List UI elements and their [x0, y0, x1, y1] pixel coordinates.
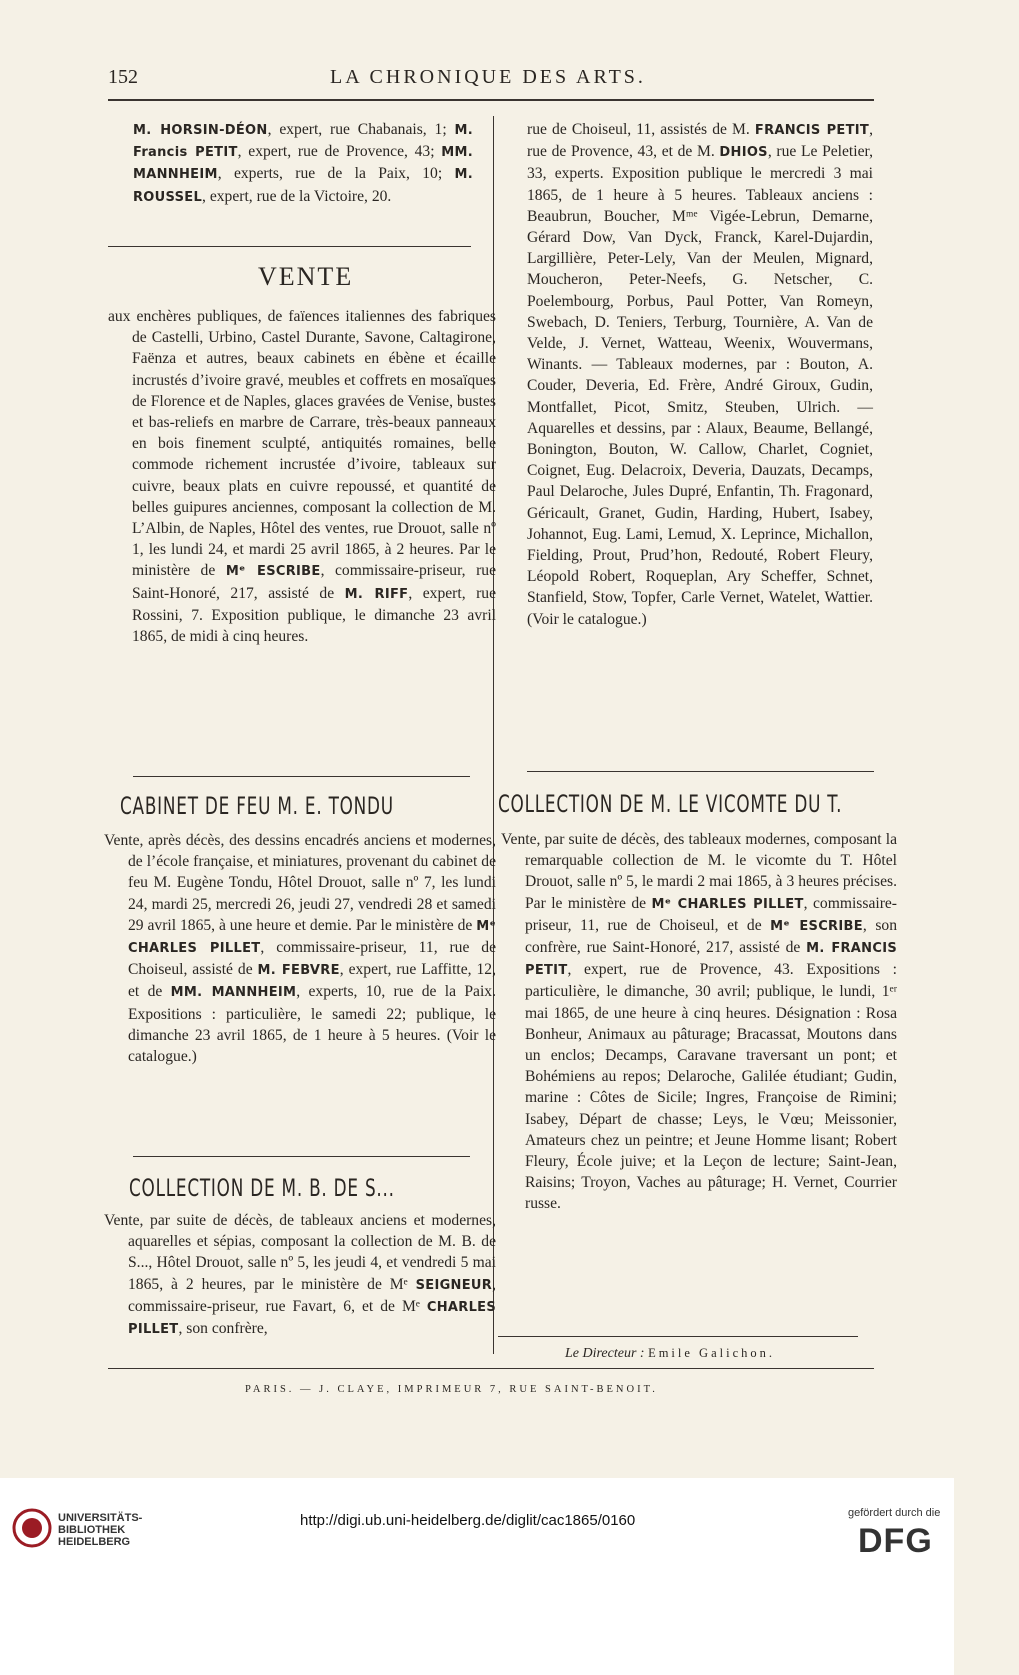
- bold-name: Mᵉ CHARLES PILLET: [651, 896, 804, 912]
- bold-name: Mᵉ CHARLES PILLET: [128, 918, 496, 957]
- text-run: rue de Choiseul, 11, assistés de M.: [527, 121, 755, 138]
- left-top-block: [133, 119, 473, 208]
- footer-rule: [108, 1368, 874, 1369]
- vente-heading: VENTE: [258, 262, 354, 291]
- bold-name: M. FEBVRE: [257, 963, 340, 979]
- page-number: 152: [108, 66, 138, 88]
- dfg-logo: DFG: [858, 1522, 933, 1560]
- journal-title: LA CHRONIQUE DES ARTS.: [330, 66, 646, 88]
- rule-before-tondu: [133, 776, 470, 777]
- bdes-text: [104, 1210, 496, 1340]
- bold-name: FRANCIS PETIT: [754, 123, 870, 138]
- vicomte-heading: COLLECTION DE M. LE VICOMTE DU T.: [498, 790, 843, 818]
- signature-label: Le Directeur :: [565, 1346, 645, 1361]
- text-run: Vente, après décès, des dessins encadrés anciens et modernes, de l’école française, et miniatures, provenant du cabinet de feu M. Eugène Tondu, Hôtel Drouot, salle nº 7, les lundi 24, mardi 25, mercredi 26, jeudi 27, vendredi 28 et samedi 29 avril 1865, à une heure et demie. Par le ministère de: [104, 832, 496, 934]
- tondu-text: [104, 830, 496, 1067]
- bold-name: M. ROUSSEL: [133, 167, 473, 205]
- text-run: , son confrère,: [178, 1320, 268, 1338]
- text-run: , experts, rue de la Paix, 10;: [217, 165, 455, 183]
- text-run: , rue de Provence, 43, et de M.: [527, 121, 873, 161]
- text-run: , expert, rue Chabanais, 1;: [267, 121, 455, 138]
- text-run: , commissaire-priseur, 11, rue de Choiseul, assisté de: [128, 939, 496, 979]
- bold-name: MM. MANNHEIM: [133, 145, 474, 183]
- vicomte-text: [501, 829, 897, 1215]
- rule-before-bdes: [133, 1156, 470, 1157]
- text-run: , expert, rue de Provence, 43;: [237, 143, 442, 161]
- text-run: Vente, par suite de décès, de tableaux anciens et modernes, aquarelles et sépias, composant la collection de M. B. de S..., Hôtel Drouot, salle nº 5, les jeudi 4, et vendredi 5 mai 1865, à 2 heures, par le ministère de Mᵉ: [104, 1212, 496, 1293]
- text-run: , commissaire-priseur, rue Favart, 6, et de Mᵉ: [128, 1275, 496, 1315]
- bold-name: M. HORSIN-DÉON: [133, 123, 268, 138]
- text-run: , expert, rue Rossini, 7. Exposition publique, le dimanche 23 avril 1865, de midi à cinq heures.: [132, 584, 497, 646]
- tondu-heading: CABINET DE FEU M. E. TONDU: [120, 792, 394, 820]
- bold-name: SEIGNEUR: [415, 1277, 493, 1293]
- header-rule: [108, 99, 874, 101]
- rule-before-vicomte: [527, 771, 874, 772]
- bold-name: MM. MANNHEIM: [170, 985, 297, 1001]
- text-run: , experts, 10, rue de la Paix. Expositions : particulière, le samedi 22; publique, le dimanche 23 avril 1865, de 1 heure à 5 heures. (Voir le catalogue.): [128, 983, 496, 1066]
- bdes-heading: COLLECTION DE M. B. DE S...: [129, 1174, 395, 1202]
- text-run: , expert, rue de la Victoire, 20.: [202, 187, 392, 205]
- text-run: , expert, rue Laffitte, 12, et de: [128, 961, 496, 1001]
- bold-name: Mᵉ ESCRIBE: [225, 564, 321, 580]
- rule-before-signature: [498, 1336, 858, 1337]
- bold-name: Mᵉ ESCRIBE: [770, 918, 863, 934]
- bold-name: M. Francis PETIT: [133, 123, 473, 161]
- university-library-name: UNIVERSITÄTS- BIBLIOTHEK HEIDELBERG: [58, 1512, 143, 1548]
- university-seal-icon: [12, 1508, 52, 1548]
- signature-name: Emile Galichon.: [648, 1346, 775, 1360]
- text-run: , commissaire-priseur, 11, rue de Choiseul, et de: [525, 894, 898, 934]
- bold-name: DHIOS: [719, 145, 768, 161]
- permalink-url[interactable]: http://digi.ub.uni-heidelberg.de/diglit/cac1865/0160: [300, 1512, 636, 1529]
- funding-label: gefördert durch die: [848, 1507, 941, 1519]
- text-run: , expert, rue de Provence, 43. Expositions : particulière, le dimanche, 30 avril; publique, le lundi, 1ᵉʳ mai 1865, de une heure à cinq heures. Désignation : Rosa Bonheur, Animaux au pâturage; Bracassat, Moutons dans un enclos; Decamps, Caravane traversant un pont; et Bohémiens au repos; Delaroche, Galilée étudiant; Gudin, marine : Côtes de Sicile; Ingres, Françoise de Rimini; Isabey, Départ de chasse; Leys, le Vœu; Meissonier, Amateurs chez un peintre; et Jeune Homme lisant; Robert Fleury, École juive; et la Leçon de lecture; Saint-Jean, Raisins; Troyon, Vaches au pâturage; H. Vernet, Courrier russe.: [525, 961, 897, 1213]
- text-run: , son confrère, rue Saint-Honoré, 217, assisté de: [525, 916, 897, 957]
- signature: [565, 1346, 775, 1362]
- library-bar: [0, 1478, 954, 1675]
- text-run: Vente, par suite de décès, des tableaux modernes, composant la remarquable collection de M. le vicomte du T. Hôtel Drouot, salle nº 5, le mardi 2 mai 1865, à 3 heures précises. Par le ministère de: [501, 831, 897, 912]
- text-run: aux enchères publiques, de faïences italiennes des fabriques de Castelli, Urbino, Castel Durante, Savone, Caltagirone, Faënza et autres, beaux cabinets en ébène et écaille incrustés d’ivoire gravé, meubles et coffrets en mosaïques de Florence et de Naples, glaces gravées de Venise, bustes et bas-reliefs en marbre de Carrare, très-beaux panneaux en bois finement sculpté, antiquités romaines, belle commode richement incrustée d’ivoire, tableaux sur cuivre, beaux plats en cuivre repoussé, et quantité de belles guipures anciennes, composant la collection de M. L’Albin, de Naples, Hôtel des ventes, rue Drouot, salle nº 1, les lundi 24, et mardi 25 avril 1865, à 2 heures. Par le ministère de: [108, 308, 496, 580]
- vente-text: [108, 306, 496, 647]
- rule-before-vente: [108, 246, 471, 247]
- bold-name: M. FRANCIS PETIT: [525, 941, 897, 979]
- text-run: , commissaire-priseur, rue Saint-Honoré, 217, assisté de: [132, 562, 497, 602]
- bold-name: CHARLES PILLET: [128, 1299, 496, 1338]
- right-top-block: [527, 119, 873, 630]
- text-run: , rue Le Peletier, 33, experts. Exposition publique le mercredi 3 mai 1865, de 1 heure à 5 heures. Tableaux anciens : Beaubrun, Boucher, Mᵐᵉ Vigée-Lebrun, Demarne, Gérard Dow, Van Dyck, Franck, Karel-Dujardin, Largillière, Peter-Lely, Van der Meulen, Mignard, Moucheron, Peter-Neefs, G. Netscher, C. Poelembourg, Porbus, Paul Potter, Van Romeyn, Swebach, D. Teniers, Terburg, Tournière, A. Van de Velde, J. Vernet, Watteau, Weenix, Wouvermans, Winants. — Tableaux modernes, par : Bouton, A. Couder, Deveria, Ed. Frère, André Giroux, Gudin, Montfallet, Picot, Smitz, Steuben, Ulrich. — Aquarelles et dessins, par : Alaux, Beaume, Bellangé, Bonington, Bouton, W. Callow, Charlet, Cogniet, Coignet, Eug. Delacroix, Deveria, Dauzats, Decamps, Paul Delaroche, Jules Dupré, Enfantin, Th. Fragonard, Géricault, Granet, Gudin, Harding, Hubert, Isabey, Johannot, Eug. Lami, Lemud, X. Leprince, Michallon, Fielding, Prout, Prud’hon, Redouté, Robert Fleury, Léopold Robert, Roqueplan, Ary Scheffer, Schnet, Stanfield, Stow, Topfer, Carle Vernet, Watelet, Wattier. (Voir le catalogue.): [527, 143, 873, 628]
- printer-imprint: PARIS. — J. CLAYE, IMPRIMEUR 7, RUE SAINT-BENOIT.: [245, 1384, 658, 1395]
- column-divider: [493, 116, 494, 1354]
- bold-name: M. RIFF: [344, 586, 409, 602]
